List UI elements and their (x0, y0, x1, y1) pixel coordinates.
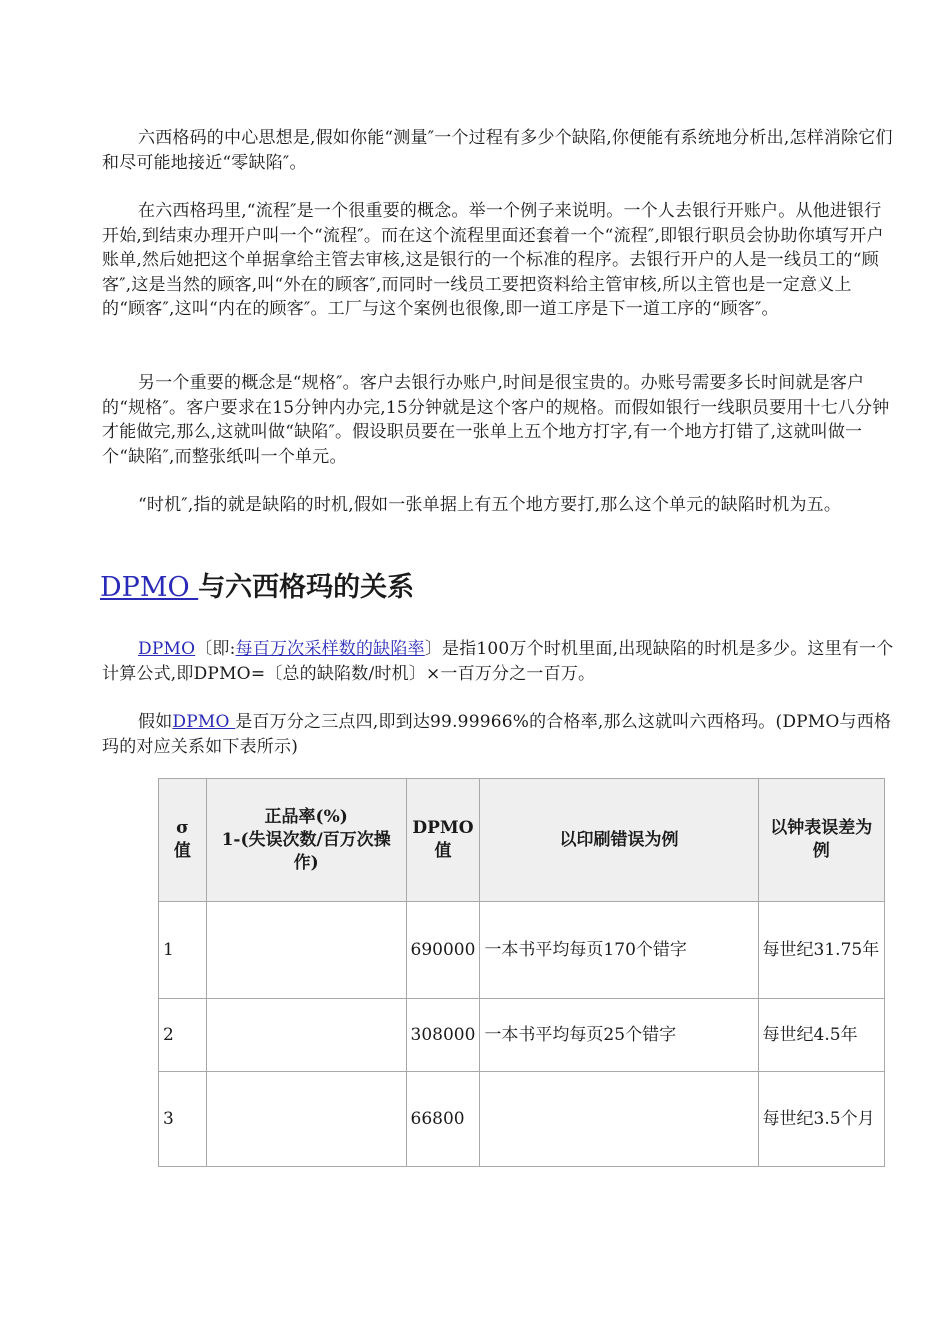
paragraph-opportunity: “时机″,指的就是缺陷的时机,假如一张单据上有五个地方要打,那么这个单元的缺陷时机为五。 (138, 495, 842, 515)
six-sigma-intro: 假如 (138, 712, 173, 732)
header-print-example: 以印刷错误为例 (480, 779, 758, 902)
cell-yield (206, 902, 406, 999)
paragraph-specification: 另一个重要的概念是“规格″。客户去银行办账户,时间是很宝贵的。办账号需要多长时间就是客户的“规格″。客户要求在15分钟内办完,15分钟就是这个客户的规格。而假如银行一线职员要用十七八分钟才能做完,那么,这就叫做“缺陷″。假设职员要在一张单上五个地方打字,有一个地方打错了,这就叫做一个“缺陷″,而整张纸叫一个单元。 (102, 373, 890, 467)
paragraph-process: 在六西格玛里,“流程″是一个很重要的概念。举一个例子来说明。一个人去银行开账户。从他进银行开始,到结束办理开户叫一个“流程″。而在这个流程里面还套着一个“流程″,即银行职员会协助你填写开户账单,然后她把这个单据拿给主管去审核,这是银行的一个标准的程序。去银行开户的人是一线员工的“顾客″,这是当然的顾客,叫“外在的顾客″,而同时一线员工要把资料给主管审核,所以主管也是一定意义上的“顾客″,这叫“内在的顾客″。工厂与这个案例也很像,即一道工序是下一道工序的“顾客″。 (102, 201, 884, 319)
cell-yield (206, 999, 406, 1072)
cell-clock: 每世纪31.75年 (758, 902, 884, 999)
cell-clock: 每世纪3.5个月 (758, 1072, 884, 1167)
section-heading (100, 568, 414, 608)
dpmo-definition-open: 〔即: (195, 639, 236, 659)
dpmo-definition-text: 〕是指100万个时机里面,出现缺陷的时机是多少。这里有一个计算公式,即DPMO=〔总的缺陷数/时机〕×一百万分之一百万。 (102, 639, 894, 684)
cell-clock: 每世纪4.5年 (758, 999, 884, 1072)
paragraph-dpmo-definition (102, 637, 894, 686)
paragraph-central-idea: 六西格码的中心思想是,假如你能“测量″一个过程有多少个缺陷,你便能有系统地分析出,怎样消除它们和尽可能地接近“零缺陷″。 (102, 128, 893, 173)
header-sigma: σ 值 (159, 779, 207, 902)
table-row (159, 902, 885, 999)
table-row (159, 999, 885, 1072)
dpmo-link[interactable]: DPMO (138, 639, 196, 659)
cell-sigma: 2 (159, 999, 207, 1072)
six-sigma-text: 是百万分之三点四,即到达99.99966%的合格率,那么这就叫六西格玛。(DPMO与西格玛的对应关系如下表所示) (102, 712, 892, 757)
cell-sigma: 1 (159, 902, 207, 999)
defect-rate-link[interactable]: 每百万次采样数的缺陷率 (235, 639, 425, 659)
table-row (159, 1072, 885, 1167)
section-heading-text: 与六西格玛的关系 (198, 572, 415, 603)
cell-print: 一本书平均每页170个错字 (480, 902, 758, 999)
header-clock-example: 以钟表误差为 例 (758, 779, 884, 902)
dpmo-inline-link[interactable]: DPMO (172, 712, 236, 732)
header-yield: 正品率(%) 1-(失误次数/百万次操 作) (206, 779, 406, 902)
cell-sigma: 3 (159, 1072, 207, 1167)
cell-dpmo: 66800 (406, 1072, 480, 1167)
cell-yield (206, 1072, 406, 1167)
cell-dpmo: 308000 (406, 999, 480, 1072)
table-header-row (159, 779, 885, 902)
cell-dpmo: 690000 (406, 902, 480, 999)
header-dpmo: DPMO值 (406, 779, 480, 902)
cell-print: 一本书平均每页25个错字 (480, 999, 758, 1072)
paragraph-six-sigma-value (102, 710, 894, 759)
sigma-table (158, 778, 885, 1167)
cell-print (480, 1072, 758, 1167)
dpmo-heading-link[interactable]: DPMO (100, 572, 199, 603)
